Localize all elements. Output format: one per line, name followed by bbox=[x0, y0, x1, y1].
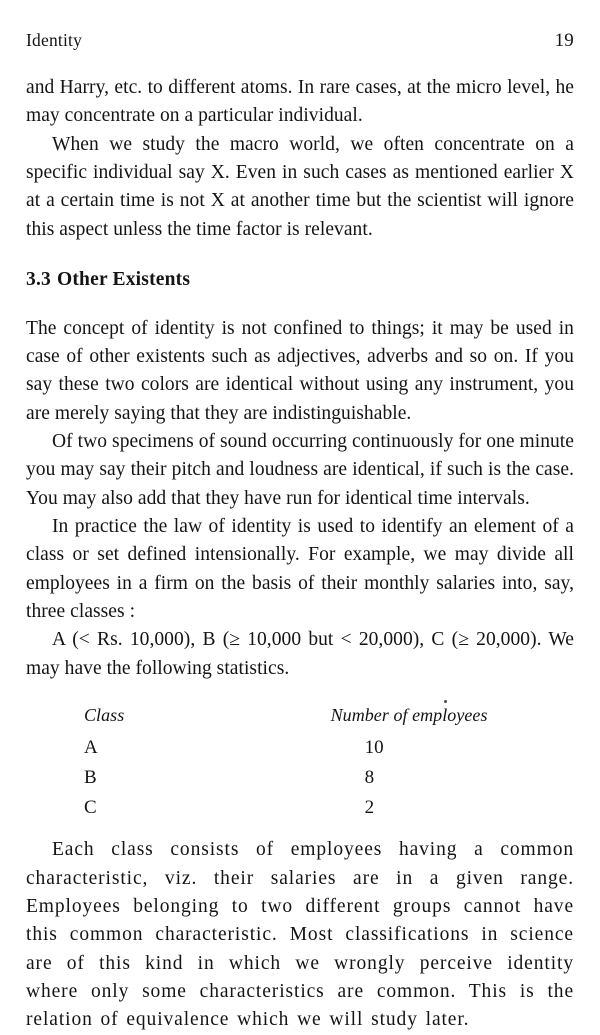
paragraph-6: A (< Rs. 10,000), B (≥ 10,000 but < 20,000), C (≥ 20,000). We may have the following statistics. bbox=[26, 629, 574, 679]
table-row bbox=[26, 733, 574, 763]
employees-table bbox=[26, 701, 574, 822]
table-cell-class: A bbox=[84, 737, 98, 759]
running-head-title: Identity bbox=[26, 30, 83, 50]
body-text bbox=[26, 74, 574, 1035]
paragraph-4: Of two specimens of sound occurring continuously for one minute you may say their pitch and loudness are identical, if such is the case. You may also add that they have run for identical time intervals. bbox=[26, 430, 574, 509]
section-number: 3.3 bbox=[26, 269, 51, 291]
paragraph-2: When we study the macro world, we often concentrate on a specific individual say X. Even in such cases as mentioned earlier X at a certain time is not X at another time but the scientist will ignore this aspect unless the time factor is relevant. bbox=[26, 133, 574, 240]
running-head bbox=[26, 30, 574, 52]
table-header-class: Class bbox=[84, 705, 125, 726]
ink-artifact-dot bbox=[444, 700, 447, 703]
table-cell-number: 10 bbox=[364, 737, 384, 759]
paragraph-5: In practice the law of identity is used to identify an element of a class or set defined intensionally. For example, we may divide all employees in a firm on the basis of their monthly salaries into, say, three classes : bbox=[26, 516, 574, 623]
paragraph-3: The concept of identity is not confined to things; it may be used in case of other existents such as adjectives, adverbs and so on. If you say these two colors are identical without using any instrument, you are merely saying that they are indistinguishable. bbox=[26, 317, 574, 424]
table-cell-class: C bbox=[84, 796, 97, 818]
table-row bbox=[26, 793, 574, 823]
paragraph-1: and Harry, etc. to different atoms. In rare cases, at the micro level, he may concentrate on a particular individual. bbox=[26, 77, 574, 127]
section-heading bbox=[26, 266, 574, 294]
table-header-row bbox=[26, 701, 574, 733]
table-cell-number: 2 bbox=[364, 796, 375, 818]
paragraph-7: Each class consists of employees having a common characteristic, viz. their salaries are in a given range. Employees belonging to two different groups cannot have this common characteristic. Most classifications in science are of this kind in which we wrongly perceive identity where only some characteristics are common. This is the relation of equivalence which we will study later. bbox=[26, 839, 574, 1031]
page-number: 19 bbox=[554, 30, 574, 51]
table-row bbox=[26, 763, 574, 793]
table-cell-number: 8 bbox=[364, 767, 375, 789]
section-title: Other Existents bbox=[56, 269, 191, 291]
table-header-number: Number of employees bbox=[330, 705, 488, 726]
table-cell-class: B bbox=[84, 767, 97, 789]
